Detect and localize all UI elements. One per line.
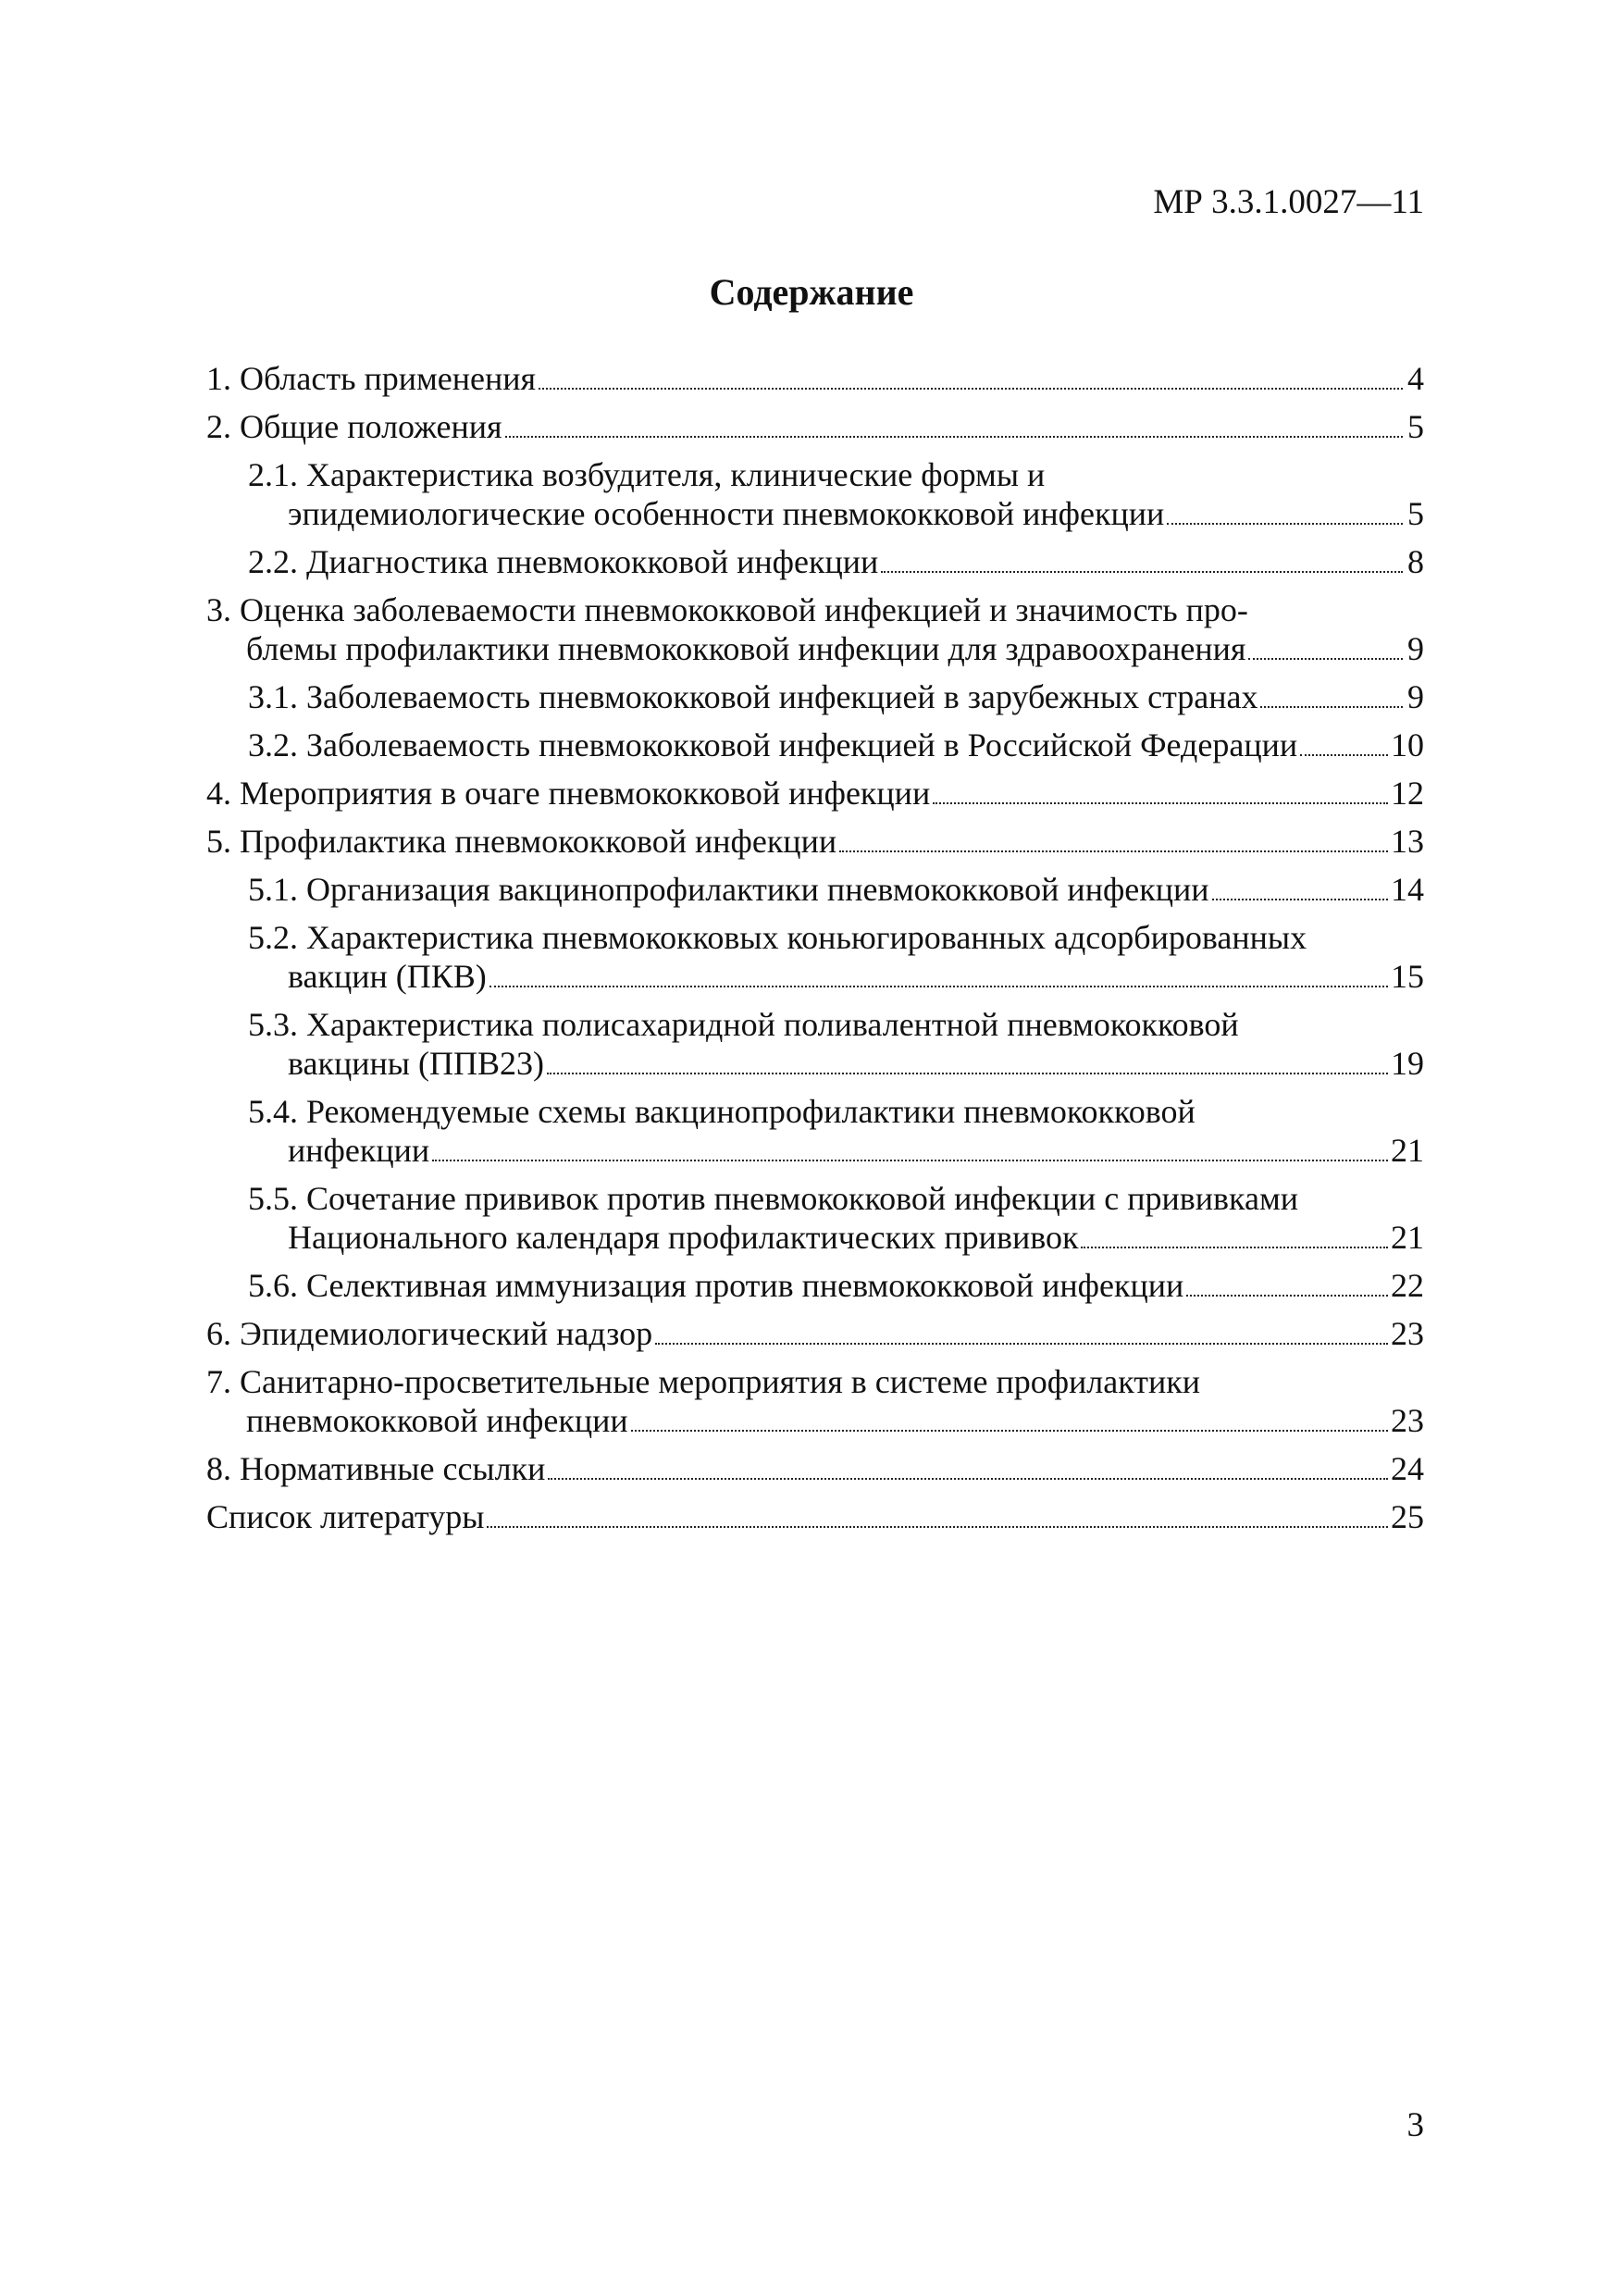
toc-entry-line (206, 407, 1424, 446)
toc-entry-line (206, 455, 1424, 494)
toc-entry-text: Национального календаря профилактических прививок (288, 1219, 1079, 1256)
dot-leader (631, 1430, 1388, 1432)
dot-leader (655, 1343, 1388, 1345)
toc-entry-line (206, 1266, 1424, 1305)
toc-entry-page: 10 (1391, 726, 1424, 763)
toc-entry-text: 5. Профилактика пневмококковой инфекции (206, 823, 837, 860)
toc-entry-line (206, 1005, 1424, 1044)
dot-leader (505, 436, 1403, 438)
toc-entry-page: 9 (1407, 678, 1424, 715)
toc-entry-text: 8. Нормативные ссылки (206, 1450, 546, 1487)
toc-entry-text: 7. Санитарно-просветительные мероприятия в системе профилактики (206, 1363, 1201, 1400)
toc-entry-line (206, 774, 1424, 813)
toc-entry-page: 23 (1391, 1402, 1424, 1439)
toc-entry-page: 21 (1391, 1132, 1424, 1169)
toc-entry-line (206, 1449, 1424, 1488)
document-code: МР 3.3.1.0027—11 (1153, 183, 1424, 221)
toc-entry-line (206, 726, 1424, 764)
dot-leader (1167, 523, 1403, 525)
toc-entry-page: 22 (1391, 1267, 1424, 1304)
toc-entry-line (206, 590, 1424, 629)
toc-entry-page: 4 (1407, 360, 1424, 397)
toc-entry-text: 3.1. Заболеваемость пневмококковой инфекцией в зарубежных странах (248, 678, 1258, 715)
toc-entry-text: 5.4. Рекомендуемые схемы вакцинопрофилактики пневмококковой (248, 1093, 1196, 1130)
page-title: Содержание (709, 271, 914, 313)
toc-entry-text: блемы профилактики пневмококковой инфекции для здравоохранения (246, 630, 1246, 667)
toc-entry-text: 2.1. Характеристика возбудителя, клинические формы и (248, 456, 1046, 493)
toc-entry-line (206, 957, 1424, 996)
toc-entry-page: 21 (1391, 1219, 1424, 1256)
toc-entry-line (206, 1497, 1424, 1536)
dot-leader (547, 1073, 1388, 1074)
toc-entry-text: 3. Оценка заболеваемости пневмококковой инфекцией и значимость про- (206, 591, 1248, 628)
toc-entry-text: эпидемиологические особенности пневмококковой инфекции (288, 495, 1165, 532)
toc-entry-page: 24 (1391, 1450, 1424, 1487)
toc-entry-page: 19 (1391, 1045, 1424, 1082)
dot-leader (539, 388, 1403, 390)
toc-entry-line (206, 1179, 1424, 1218)
toc-entry-line (206, 542, 1424, 581)
toc-entry-text: 5.5. Сочетание прививок против пневмококковой инфекции с прививками (248, 1180, 1299, 1217)
toc-entry-text: 5.3. Характеристика полисахаридной поливалентной пневмококковой (248, 1006, 1239, 1043)
toc-entry-line (206, 494, 1424, 533)
toc-entry-page: 14 (1391, 871, 1424, 908)
toc-entry-line (206, 1092, 1424, 1131)
toc-entry-page: 15 (1391, 958, 1424, 995)
dot-leader (1186, 1295, 1388, 1297)
page-number: 3 (1406, 2106, 1424, 2144)
toc-entry-page: 13 (1391, 823, 1424, 860)
toc-entry-page: 8 (1407, 543, 1424, 580)
toc-entry-line (206, 1218, 1424, 1257)
toc-entry-text: 5.2. Характеристика пневмококковых коньюгированных адсорбированных (248, 919, 1307, 956)
toc-entry-text: 2.2. Диагностика пневмококковой инфекции (248, 543, 879, 580)
toc-entry-text: 4. Мероприятия в очаге пневмококковой инфекции (206, 775, 931, 812)
toc-entry-line (206, 629, 1424, 668)
toc-entry-line (206, 870, 1424, 909)
toc-entry-text: 2. Общие положения (206, 408, 502, 445)
dot-leader (548, 1478, 1388, 1480)
toc-entry-text: 1. Область применения (206, 360, 537, 397)
dot-leader (839, 850, 1388, 852)
toc-entry-page: 12 (1391, 775, 1424, 812)
toc-entry-line (206, 1362, 1424, 1401)
toc-entry-text: вакцин (ПКВ) (288, 958, 487, 995)
toc-entry-text: 3.2. Заболеваемость пневмококковой инфекцией в Российской Федерации (248, 726, 1298, 763)
toc-entry-line (206, 359, 1424, 398)
toc-entry-line (206, 1044, 1424, 1083)
toc-entry-text: инфекции (288, 1132, 430, 1169)
toc-entry-text: 5.6. Селективная иммунизация против пневмококковой инфекции (248, 1267, 1184, 1304)
dot-leader (1300, 754, 1388, 756)
toc-entry-line (206, 918, 1424, 957)
dot-leader (881, 571, 1403, 573)
toc-entry-text: Список литературы (206, 1498, 485, 1535)
toc-entry-line (206, 822, 1424, 861)
toc-entry-text: вакцины (ППВ23) (288, 1045, 544, 1082)
toc-entry-page: 23 (1391, 1315, 1424, 1352)
toc-entry-line (206, 677, 1424, 716)
dot-leader (432, 1160, 1388, 1161)
toc-entry-text: 5.1. Организация вакцинопрофилактики пневмококковой инфекции (248, 871, 1209, 908)
dot-leader (489, 986, 1388, 987)
dot-leader (1260, 706, 1403, 708)
dot-leader (933, 802, 1388, 804)
dot-leader (1248, 658, 1403, 660)
toc-entry-line (206, 1314, 1424, 1353)
dot-leader (487, 1526, 1388, 1528)
toc-entry-text: 6. Эпидемиологический надзор (206, 1315, 653, 1352)
toc-entry-page: 5 (1407, 495, 1424, 532)
table-of-contents (206, 359, 1424, 1545)
dot-leader (1081, 1247, 1388, 1248)
toc-entry-page: 9 (1407, 630, 1424, 667)
dot-leader (1212, 899, 1388, 900)
toc-entry-line (206, 1131, 1424, 1170)
toc-entry-page: 5 (1407, 408, 1424, 445)
toc-entry-page: 25 (1391, 1498, 1424, 1535)
toc-entry-line (206, 1401, 1424, 1440)
toc-entry-text: пневмококковой инфекции (246, 1402, 628, 1439)
